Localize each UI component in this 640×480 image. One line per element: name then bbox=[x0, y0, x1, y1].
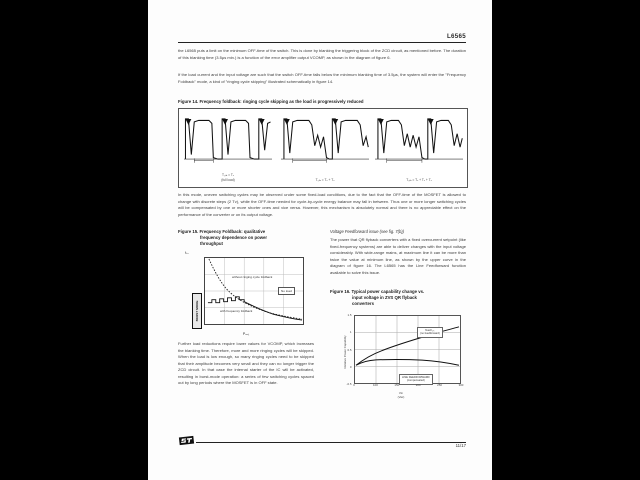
figure-16-x-title-line2: (Vac) bbox=[397, 394, 405, 399]
figure-16-curves bbox=[355, 316, 460, 383]
figure-16-xtick-3: 200 bbox=[415, 383, 421, 387]
figure-15-burst-mode-label: BURST MODE bbox=[195, 300, 199, 322]
paragraph-2: If the load current and the input voltage are such that the switch OFF-time falls below the minimum blanking time of 3.5µs, the system will enter the "Frequency Foldback" mode, a kind of "ringing cycle skipping" illustrated schematically in figure 14. bbox=[178, 72, 466, 84]
figure-16-caption-line1: Figure 16. Typical power capability change vs. bbox=[330, 289, 425, 294]
figure-16-legend-upper-line2: (no feedforward) bbox=[420, 332, 440, 336]
subsection-heading: Voltage Feedforward issue (see fig. 7(b)) bbox=[330, 229, 405, 234]
figure-16-legend-lower-line2: (compensated) bbox=[406, 379, 425, 383]
figure-16-y-title: Relative Power Capability bbox=[342, 335, 347, 369]
scope-panel-2 bbox=[281, 113, 369, 183]
figure-14-scope-traces bbox=[178, 108, 468, 188]
figure-15-caption-line1: Figure 15. Frequency Foldback: qualitative bbox=[178, 229, 266, 234]
figure-16-xtick-2: 150 bbox=[394, 383, 400, 387]
paragraph-3: In this mode, uneven switching cycles may be observed under some fixed-load conditions, due to the fact that the OFF-time of the MOSFET is allowed to change with discrete steps (2 Tv), while the OFF-time needed for cycle-by-cycle energy balance may fall in between. Thus one or more longer switching cycles will be compensated by one or more shorter ones and vice versa. However, this mechanism is absolutely normal and there is no appreciable effect on the performance of the converter or on its output voltage. bbox=[178, 192, 466, 217]
figure-16-ytick-1: 1 bbox=[349, 330, 352, 335]
figure-16-plot-area bbox=[354, 315, 461, 384]
figure-16-caption-line3: converters bbox=[352, 301, 374, 307]
scope-2-label-line1: T₀ᵢₕ = Tᵥ + Tᵥ bbox=[315, 177, 335, 182]
scope-1-label-line1: T₀ᵢₕ = Tᵥ bbox=[221, 173, 234, 178]
figure-15-caption bbox=[178, 229, 314, 248]
figure-16-xtick-5: 300 bbox=[458, 383, 464, 387]
page-number: 11/17 bbox=[455, 443, 466, 448]
document-page bbox=[148, 0, 492, 480]
figure-15-chart bbox=[186, 253, 306, 337]
figure-15-annot-upper: without ringing cycle foldback bbox=[232, 275, 273, 279]
figure-15-caption-line3: throughput bbox=[200, 241, 223, 247]
paragraph-4: The power that QR flyback converters with a fixed overcurrent setpoint (like fixed-frequency systems) are able to deliver changes with the input voltage considerably. With wide-range mains, at maximum line it can be more than twice the value at minimum line, as shown by the upper curve in the diagram of figure 16. The L6565 has the Line Feedforward function available to solve this issue. bbox=[330, 237, 466, 275]
figure-15-annot-no-load: No load bbox=[278, 287, 295, 295]
figure-14-caption: Figure 14. Frequency foldback: ringing cycle skipping as the load is progressively reduced bbox=[178, 99, 364, 104]
figure-16-x-title bbox=[338, 392, 464, 399]
figure-15-annot-lower: with frequency foldback bbox=[220, 309, 253, 313]
figure-15-burst-mode-band bbox=[192, 293, 202, 329]
figure-16-xtick-0: 0 bbox=[353, 383, 355, 387]
page-header bbox=[178, 33, 466, 43]
scope-panel-2-label bbox=[281, 178, 369, 182]
paragraph-5: Further load reductions require lower values for VCOMP, which increases the blanking time. Therefore, more and more ringing cycles will be skipped. When the load is low enough, so many ringing cycles need to be skipped that their amplitude becomes very small and they can no longer trigger the ZCD circuit. In that case the internal starter of the IC will be activated, resulting in burst-mode operation: a series of few switching cycles spaced out by long periods where the MOSFET is in OFF state. bbox=[178, 341, 314, 386]
figure-16-xtick-4: 250 bbox=[437, 383, 443, 387]
scope-3-label-line1: T₀ᵢₕ = Tᵥ + Tᵥ + Tᵥ bbox=[406, 177, 432, 182]
figure-15-y-label: fₛᵥ bbox=[185, 251, 189, 255]
figure-16-x-title-line1: Vin bbox=[398, 391, 404, 396]
scope-waveform-2 bbox=[281, 113, 369, 165]
figure-16-ytick-3: 0 bbox=[349, 364, 352, 369]
scope-panel-3-label bbox=[375, 178, 463, 182]
figure-16-ytick-2: 0.5 bbox=[347, 347, 352, 352]
scope-waveform-3 bbox=[375, 113, 463, 165]
scope-waveform-1 bbox=[184, 113, 272, 165]
figure-15-caption-line2: frequency dependence on power bbox=[200, 235, 268, 241]
scope-panel-1-label bbox=[184, 173, 272, 182]
figure-16-chart bbox=[338, 312, 464, 398]
figure-16-xtick-1: 100 bbox=[372, 383, 378, 387]
page-content bbox=[148, 0, 492, 480]
figure-16-legend-upper bbox=[417, 327, 443, 338]
header-part-number: L6565 bbox=[446, 33, 466, 40]
scope-1-label-line2: (full load) bbox=[221, 177, 235, 182]
figure-16-y-axis bbox=[338, 315, 353, 384]
figure-16-ytick-4: -0.5 bbox=[346, 382, 352, 386]
st-logo-icon bbox=[178, 435, 195, 446]
header-rule bbox=[178, 42, 466, 43]
scope-panel-3 bbox=[375, 113, 463, 183]
figure-16-ytick-0: 1.5 bbox=[347, 313, 352, 317]
figure-16-caption-line2: input voltage in ZVS QR flyback bbox=[352, 295, 417, 301]
scope-panel-1 bbox=[184, 113, 272, 183]
footer-rule bbox=[196, 442, 466, 443]
figure-16-legend-lower-line1: LINE FEEDFORWARD bbox=[402, 376, 430, 379]
figure-16-legend-upper-line1: fixed Iₚₖ bbox=[425, 329, 435, 332]
figure-16-x-axis bbox=[353, 383, 464, 391]
figure-16-caption bbox=[330, 289, 466, 308]
paragraph-1: the L6565 puts a limit on the minimum OFF-time of the switch. This is done by blanking the triggering block of the ZCD circuit, as mentioned before. The duration of this blanking time (3.5µs min.) is a function of the error amplifier output VCOMP, as shown in the diagram of figure 6. bbox=[178, 48, 466, 60]
figure-15-x-label: Pₒᵤₜ bbox=[242, 332, 250, 336]
